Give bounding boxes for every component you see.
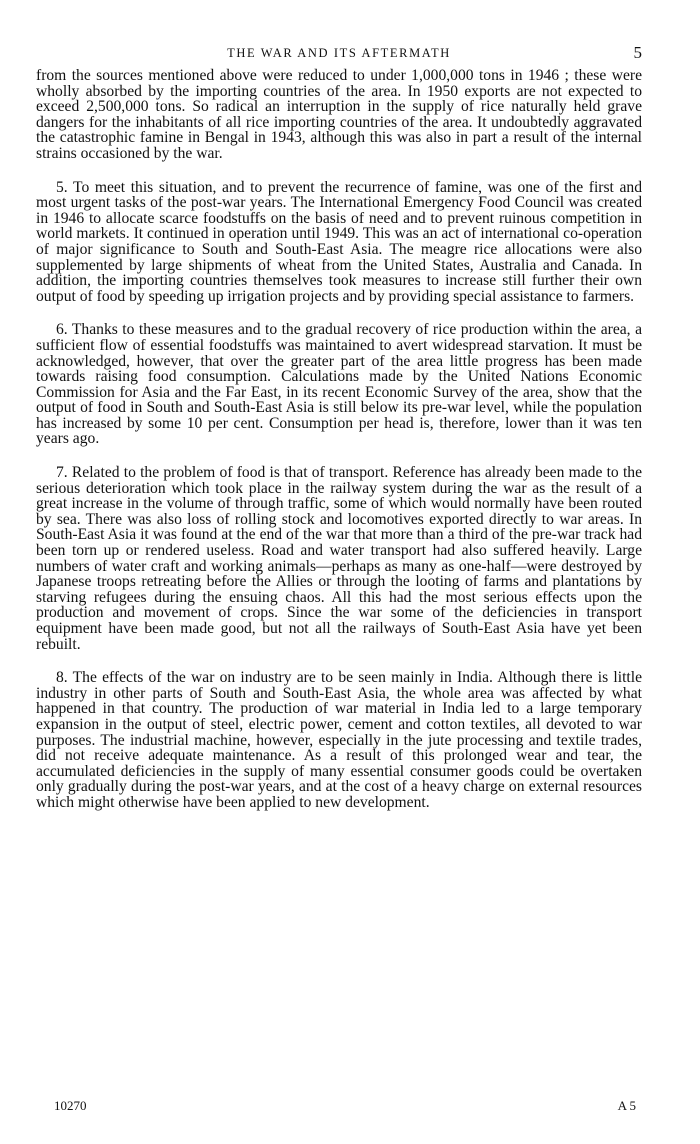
paragraph-7: 7. Related to the problem of food is that of transport. Reference has already been made to the serious deterioration which took place in the railway system during the war as the result of a great increase in the volume of through traffic, some of which would normally have been routed by sea. There was also loss of rolling stock and locomotives exported directly to war areas. In South-East Asia it was found at the end of the war that more than a third of the pre-war track had been torn up or rendered useless. Road and water transport had also suffered heavily. Large numbers of water craft and working animals—perhaps as many as one-half—were destroyed by Japanese troops retreating before the Allies or through the looting of farms and plantations by starving refugees during the ensuing chaos. All this had the most serious effects upon the production and movement of crops. Since the war some of the deficiencies in transport equipment have been made good, but not all the railways of South-East Asia have yet been rebuilt. (36, 464, 642, 653)
paragraph-continued: from the sources mentioned above were reduced to under 1,000,000 tons in 1946 ; these were wholly absorbed by the importing countries of the area. In 1950 exports are not expected to exceed 2,500,000 tons. So radical an interruption in the supply of rice naturally held grave dangers for the inhabitants of all rice importing countries of the area. It undoubtedly aggravated the catastrophic famine in Bengal in 1943, although this was also in part a result of the internal strains occasioned by the war. (36, 67, 642, 162)
paragraph-6: 6. Thanks to these measures and to the gradual recovery of rice production within the area, a sufficient flow of essential foodstuffs was maintained to avert widespread starvation. It must be acknowledged, however, that over the greater part of the area little progress has been made towards raising food consumption. Calculations made by the United Nations Economic Commission for Asia and the Far East, in its recent Economic Survey of the area, show that the output of food in South and South-East Asia is still below its pre-war level, while the population has increased by some 10 per cent. Consumption per head is, therefore, lower than it was ten years ago. (36, 321, 642, 448)
page-header (36, 44, 642, 64)
body-text (36, 68, 642, 829)
print-code: 10270 (54, 1098, 87, 1113)
running-head: THE WAR AND ITS AFTERMATH (227, 46, 451, 60)
paragraph-5: 5. To meet this situation, and to prevent the recurrence of famine, was one of the first and most urgent tasks of the post-war years. The International Emergency Food Council was created in 1946 to allocate scarce foodstuffs on the basis of need and to prevent ruinous competition in world markets. It continued in operation until 1949. This was an act of international co-operation of major significance to South and South-East Asia. The meagre rice allocations were also supplemented by large shipments of wheat from the United States, Australia and Canada. In addition, the importing countries themselves took measures to increase still further their own output of food by speeding up irrigation projects and by providing special assistance to farmers. (36, 178, 642, 305)
page-footer (36, 1098, 642, 1116)
page-number: 5 (633, 43, 642, 62)
signature-mark: A 5 (617, 1098, 636, 1113)
paragraph-8: 8. The effects of the war on industry are to be seen mainly in India. Although there is little industry in other parts of South and South-East Asia, the whole area was affected by what happened in that country. The production of war material in India led to a large temporary expansion in the output of steel, electric power, cement and cotton textiles, all devoted to war purposes. The industrial machine, however, especially in the jute processing and textile trades, did not receive adequate maintenance. As a result of this prolonged wear and tear, the accumulated deficiencies in the supply of many essential consumer goods could be overtaken only gradually during the post-war years, and at the cost of a heavy charge on external resources which might otherwise have been applied to new development. (36, 669, 642, 811)
